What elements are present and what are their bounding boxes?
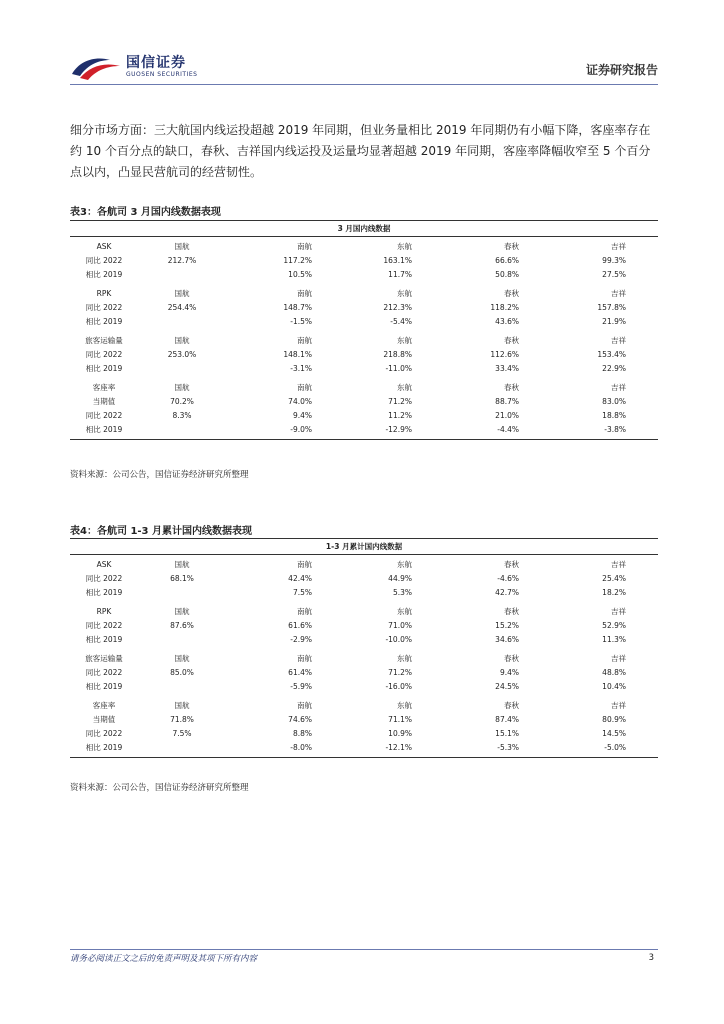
row-label: 同比 2022 [85,668,123,677]
table-cell: -4.4% [497,425,519,434]
row-label: 相比 2019 [85,682,123,691]
table-cell: 80.9% [602,715,626,724]
table-cell: 71.0% [388,621,412,630]
table-cell: 50.8% [495,270,519,279]
table-cell: 东航 [397,242,412,251]
row-label: 相比 2019 [85,317,123,326]
table-row [70,619,658,633]
table-cell: 春秋 [504,242,519,251]
table-cell: 61.6% [288,621,312,630]
table-cell: 163.1% [383,256,412,265]
table-row [70,680,658,694]
table-cell: 71.1% [388,715,412,724]
table-row [70,572,658,586]
row-label: 同比 2022 [85,256,123,265]
table3-source: 资料来源：公司公告，国信证券经济研究所整理 [70,470,249,480]
table-cell: 南航 [297,701,312,710]
table-cell: 21.0% [495,411,519,420]
row-label: 同比 2022 [85,350,123,359]
table4-header: 1-3 月累计国内线数据 [70,539,658,555]
table-cell: 21.9% [602,317,626,326]
table-cell: 国航 [174,654,190,663]
table-row [70,301,658,315]
table-cell: 东航 [397,701,412,710]
table-cell: 18.8% [602,411,626,420]
table-cell: 212.3% [383,303,412,312]
table-cell: 61.4% [288,668,312,677]
table-cell: 南航 [297,242,312,251]
table-cell: 88.7% [495,397,519,406]
table-cell: 71.2% [388,397,412,406]
table-row [70,741,658,755]
table-cell: -12.9% [385,425,412,434]
table-cell: 国航 [174,289,190,298]
table-cell: 南航 [297,383,312,392]
row-label: 相比 2019 [85,270,123,279]
row-label: 相比 2019 [85,364,123,373]
table-cell: 11.2% [388,411,412,420]
table-row [70,254,658,268]
row-label: 相比 2019 [85,425,123,434]
table-cell: 吉祥 [611,242,626,251]
table-cell: 85.0% [170,668,194,677]
row-label: 同比 2022 [85,411,123,420]
table-cell: 吉祥 [611,654,626,663]
table-cell: 南航 [297,607,312,616]
table-cell: 118.2% [490,303,519,312]
table-column-header-row [70,287,658,301]
table-cell: 34.6% [495,635,519,644]
table3-metric-group [70,284,658,331]
table-cell: 东航 [397,383,412,392]
page-number: 3 [648,953,654,963]
table-cell: -9.0% [290,425,312,434]
row-label: RPK [96,607,112,616]
row-label: 同比 2022 [85,303,123,312]
table3-metric-group [70,378,658,439]
table-row [70,727,658,741]
table3 [70,220,658,440]
table-cell: 东航 [397,654,412,663]
table-cell: 8.3% [172,411,192,420]
row-label: 相比 2019 [85,588,123,597]
table-column-header-row [70,605,658,619]
footer-divider [70,949,658,950]
table-cell: 71.8% [170,715,194,724]
table-cell: 42.7% [495,588,519,597]
table-cell: 10.9% [388,729,412,738]
table-cell: 11.3% [602,635,626,644]
table-cell: 东航 [397,560,412,569]
table-cell: 48.8% [602,668,626,677]
table-cell: 东航 [397,336,412,345]
table-column-header-row [70,381,658,395]
table-cell: 66.6% [495,256,519,265]
table-row [70,268,658,282]
table-cell: -10.0% [385,635,412,644]
row-label: 当期值 [92,397,116,406]
row-label: RPK [96,289,112,298]
table-cell: -11.0% [385,364,412,373]
table-row [70,362,658,376]
table4-metric-group [70,696,658,757]
table-cell: 吉祥 [611,336,626,345]
table-cell: 254.4% [167,303,197,312]
table-cell: 吉祥 [611,383,626,392]
table-column-header-row [70,240,658,254]
table-cell: 吉祥 [611,607,626,616]
table-cell: 国航 [174,242,190,251]
table-cell: -3.8% [604,425,626,434]
table-cell: 24.5% [495,682,519,691]
table-cell: 吉祥 [611,701,626,710]
table-row [70,586,658,600]
table-cell: 吉祥 [611,560,626,569]
table-cell: 99.3% [602,256,626,265]
table-cell: -1.5% [290,317,312,326]
table-cell: 8.8% [292,729,312,738]
table-cell: 春秋 [504,701,519,710]
table-cell: 5.3% [392,588,412,597]
table-cell: 52.9% [602,621,626,630]
table-cell: 春秋 [504,289,519,298]
table-cell: 15.2% [495,621,519,630]
table-cell: -2.9% [290,635,312,644]
table-cell: 11.7% [388,270,412,279]
table-cell: 44.9% [388,574,412,583]
table-cell: 148.1% [283,350,312,359]
row-label: 同比 2022 [85,574,123,583]
table-cell: -16.0% [385,682,412,691]
table-row [70,633,658,647]
table-cell: 18.2% [602,588,626,597]
table-cell: 42.4% [288,574,312,583]
row-label: 客座率 [92,701,116,710]
table-column-header-row [70,334,658,348]
logo-english-name: GUOSEN SECURITIES [126,71,198,78]
table-cell: 112.6% [490,350,519,359]
table-row [70,423,658,437]
table-cell: 27.5% [602,270,626,279]
table3-metric-group [70,331,658,378]
row-label: 当期值 [92,715,116,724]
header-divider [70,84,658,85]
table-cell: 157.8% [597,303,626,312]
table3-metric-group [70,237,658,284]
table-cell: 9.4% [499,668,519,677]
table-cell: 春秋 [504,336,519,345]
table-row [70,348,658,362]
body-paragraph: 细分市场方面：三大航国内线运投超越 2019 年同期，但业务量相比 2019 年同期仍有小幅下降，客座率存在约 10 个百分点的缺口，春秋、吉祥国内线运投及运量均显著超越 2019 年同期，客座率降幅收窄至 5 个百分点以内，凸显民营航司的经营韧性。 [70,123,651,179]
table-cell: 15.1% [495,729,519,738]
table-cell: 春秋 [504,560,519,569]
table-row [70,395,658,409]
row-label: 旅客运输量 [85,654,123,663]
table-cell: 国航 [174,336,190,345]
table-cell: -8.0% [290,743,312,752]
table-cell: 43.6% [495,317,519,326]
table3-title: 表3：各航司 3 月国内线数据表现 [70,207,221,218]
table-cell: 东航 [397,289,412,298]
table-column-header-row [70,652,658,666]
table-row [70,409,658,423]
disclaimer-note: 请务必阅读正文之后的免责声明及其项下所有内容 [70,954,258,964]
table-cell: 国航 [174,607,190,616]
table-cell: 87.6% [170,621,194,630]
table-cell: 68.1% [170,574,194,583]
row-label: 旅客运输量 [85,336,123,345]
row-label: 客座率 [92,383,116,392]
table-cell: 117.2% [283,256,312,265]
table-cell: 22.9% [602,364,626,373]
table-cell: -5.0% [604,743,626,752]
table-cell: -4.6% [497,574,519,583]
table-cell: 212.7% [167,256,197,265]
table-cell: 74.6% [288,715,312,724]
table-cell: 9.4% [292,411,312,420]
table-cell: 7.5% [172,729,192,738]
table-cell: 国航 [174,383,190,392]
table4-metric-group [70,649,658,696]
table4 [70,538,658,758]
table-cell: 74.0% [288,397,312,406]
table-row [70,666,658,680]
logo-chinese-name: 国信证券 [126,55,186,71]
table-column-header-row [70,699,658,713]
table4-title: 表4：各航司 1-3 月累计国内线数据表现 [70,526,252,537]
report-type-label: 证券研究报告 [585,63,658,77]
table-cell: 148.7% [283,303,312,312]
table-cell: 33.4% [495,364,519,373]
table-cell: 国航 [174,701,190,710]
table-cell: 71.2% [388,668,412,677]
table-cell: -5.9% [290,682,312,691]
table-row [70,713,658,727]
table-cell: 吉祥 [611,289,626,298]
table-cell: 国航 [174,560,190,569]
table-cell: 7.5% [292,588,312,597]
table-cell: 10.5% [288,270,312,279]
table-cell: 春秋 [504,607,519,616]
table-cell: 南航 [297,654,312,663]
table-cell: 南航 [297,336,312,345]
page-header [70,52,658,82]
table-cell: 25.4% [602,574,626,583]
row-label: 同比 2022 [85,621,123,630]
row-label: 相比 2019 [85,635,123,644]
table-cell: 70.2% [170,397,194,406]
table-cell: 253.0% [167,350,197,359]
table3-header: 3 月国内线数据 [70,221,658,237]
table-row [70,315,658,329]
table-cell: 14.5% [602,729,626,738]
row-label: 相比 2019 [85,743,123,752]
table-cell: 春秋 [504,654,519,663]
table-cell: 87.4% [495,715,519,724]
table-cell: -3.1% [290,364,312,373]
table4-source: 资料来源：公司公告，国信证券经济研究所整理 [70,783,249,793]
row-label: ASK [96,560,112,569]
table-cell: 春秋 [504,383,519,392]
table-cell: 83.0% [602,397,626,406]
table-cell: -12.1% [385,743,412,752]
table-cell: -5.3% [497,743,519,752]
table-cell: 南航 [297,289,312,298]
table-cell: 南航 [297,560,312,569]
guosen-logo-icon [70,54,122,82]
table-column-header-row [70,558,658,572]
table-cell: 东航 [397,607,412,616]
table-cell: -5.4% [390,317,412,326]
table4-metric-group [70,602,658,649]
table-cell: 153.4% [597,350,626,359]
table-cell: 218.8% [383,350,412,359]
table-cell: 10.4% [602,682,626,691]
table4-metric-group [70,555,658,602]
row-label: 同比 2022 [85,729,123,738]
row-label: ASK [96,242,112,251]
